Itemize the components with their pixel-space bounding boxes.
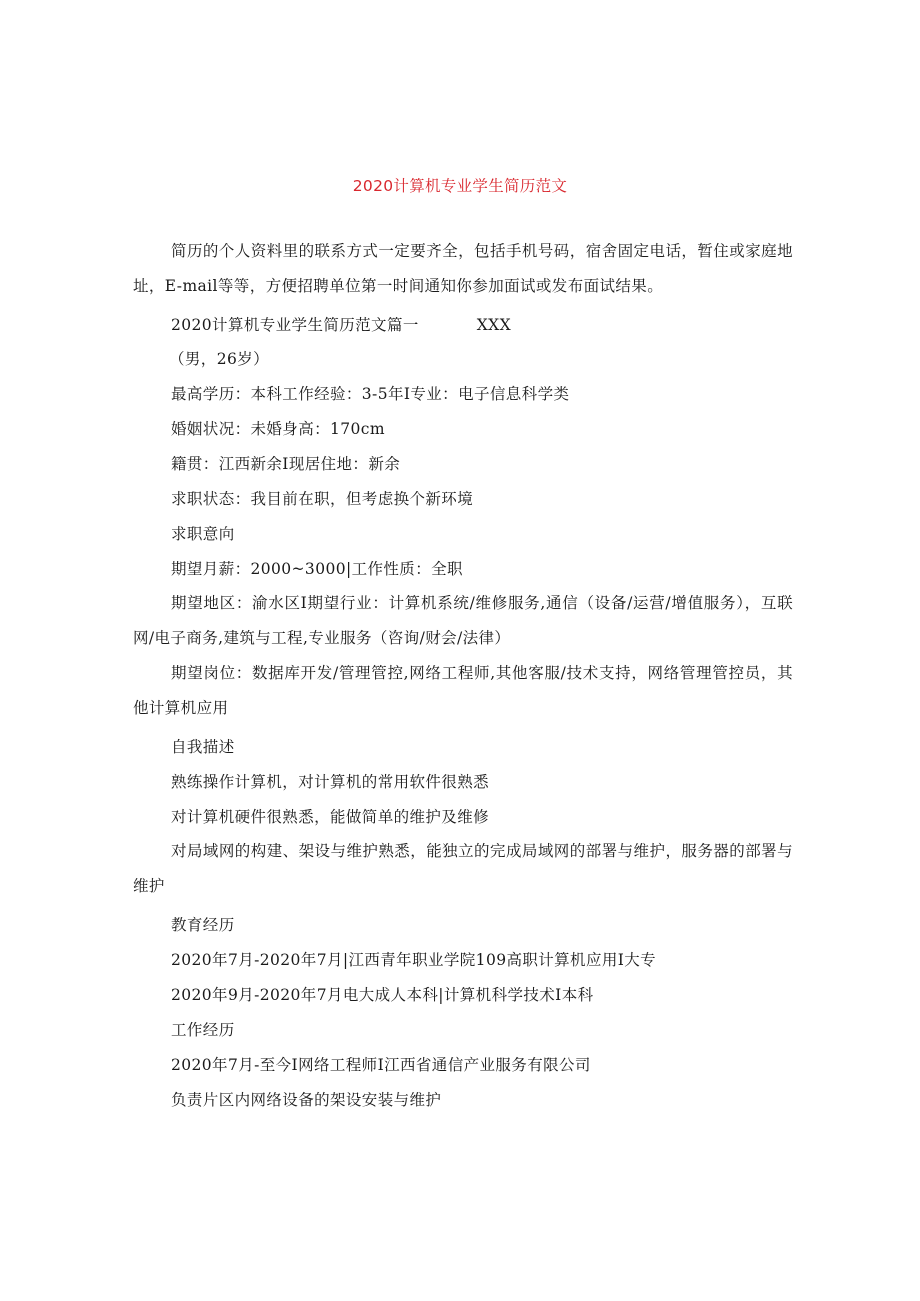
marital-line: 婚姻状况：未婚身高：170cm [171, 420, 385, 438]
edu-heading: 教育经历 [171, 916, 235, 934]
work-item-2: 负责片区内网络设备的架设安装与维护 [171, 1091, 442, 1109]
self-item-1: 熟练操作计算机，对计算机的常用软件很熟悉 [171, 773, 490, 791]
resume-heading-text: 2020计算机专业学生简历范文篇一 [171, 316, 419, 334]
resume-heading [171, 313, 511, 335]
status-line: 求职状态：我目前在职，但考虑换个新环境 [171, 490, 474, 508]
education-line: 最高学历：本科工作经验：3-5年I专业：电子信息科学类 [171, 385, 570, 403]
intent-heading: 求职意向 [171, 525, 235, 543]
self-item-2: 对计算机硬件很熟悉，能做简单的维护及维修 [171, 808, 490, 826]
edu-item-2: 2020年9月-2020年7月电大成人本科|计算机科学技术I本科 [171, 986, 594, 1004]
intro-paragraph: 简历的个人资料里的联系方式一定要齐全，包括手机号码，宿舍固定电话，暂住或家庭地址，E-mail等等，方便招聘单位第一时间通知你参加面试或发布面试结果。 [133, 242, 793, 295]
region-paragraph: 期望地区：渝水区I期望行业：计算机系统/维修服务,通信（设备/运营/增值服务），互联网/电子商务,建筑与工程,专业服务（咨询/财会/法律） [133, 594, 793, 647]
gender-age: （男，26岁） [169, 350, 270, 368]
origin-line: 籍贯：江西新余I现居住地：新余 [171, 455, 401, 473]
edu-item-1: 2020年7月-2020年7月|江西青年职业学院109高职计算机应用I大专 [171, 951, 657, 969]
document-title: 2020计算机专业学生简历范文 [352, 177, 568, 195]
self-item-3: 对局域网的构建、架设与维护熟悉，能独立的完成局域网的部署与维护，服务器的部署与维护 [133, 842, 793, 895]
work-item-1: 2020年7月-至今I网络工程师I江西省通信产业服务有限公司 [171, 1056, 591, 1074]
work-heading: 工作经历 [171, 1021, 235, 1039]
self-heading: 自我描述 [171, 738, 235, 756]
position-paragraph: 期望岗位：数据库开发/管理管控,网络工程师,其他客服/技术支持，网络管理管控员，其他计算机应用 [133, 664, 793, 717]
salary-line: 期望月薪：2000~3000|工作性质：全职 [171, 560, 463, 578]
resume-name: XXX [476, 316, 512, 334]
